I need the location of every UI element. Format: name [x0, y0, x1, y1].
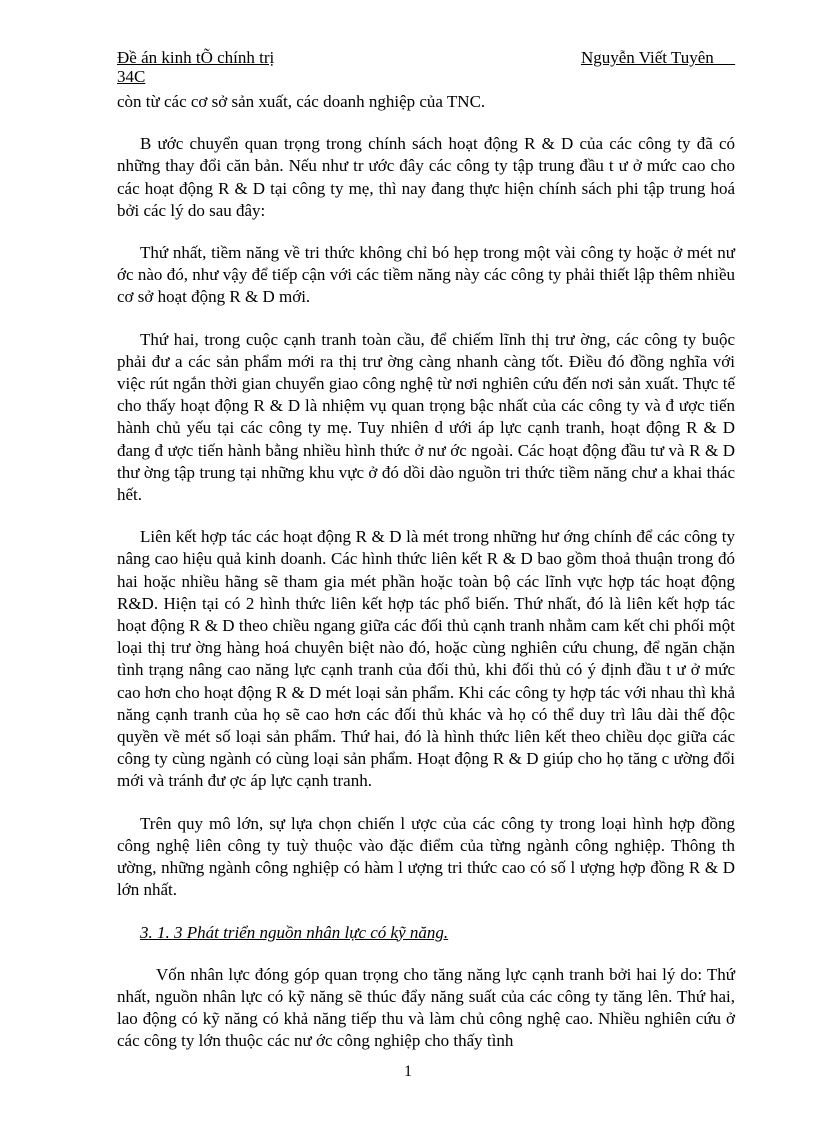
header-author: Nguyễn Viết Tuyên __ — [580, 48, 735, 67]
paragraph-second-reason: Thứ hai, trong cuộc cạnh tranh toàn cầu, để chiếm lĩnh thị trư ờng, các công ty buộc phải đư a các sản phẩm mới ra thị trư ờng càng nhanh càng tốt. Điều đó đồng nghĩa với việc rút ngắn thời gian chuyển giao công nghệ từ nơi nghiên cứu đến nơi sản xuất. Thực tế cho thấy hoạt động R & D là nhiệm vụ quan trọng bậc nhất của các công ty và đ ược tiến hành chủ yếu tại các công ty mẹ. Tuy nhiên d ưới áp lực cạnh tranh, hoạt động R & D đang đ ược tiến hành bằng nhiều hình thức ở nư ớc ngoài. Các hoạt động đầu tư và R & D thư ờng tập trung tại những khu vực ở đó dồi dào nguồn tri thức tiềm năng chư a khai thác hết. — [117, 329, 735, 505]
paragraph-rd-cooperation: Liên kết hợp tác các hoạt động R & D là mét trong những hư ớng chính để các công ty nâng cao hiệu quả kinh doanh. Các hình thức liên kết R & D bao gồm thoả thuận trong đó hai hoặc nhiều hãng sẽ tham gia mét phần hoặc toàn bộ các lĩnh vực hợp tác hoạt động R&D. Hiện tại có 2 hình thức liên kết hợp tác phổ biến. Thứ nhất, đó là liên kết hợp tác hoạt động R & D theo chiều ngang giữa các đối thủ cạnh tranh nhằm cam kết chi phối một loại thị trư ờng hàng hoá chuyên biệt nào đó, hoặc cùng nghiên cứu chung, để ngăn chặn tình trạng nâng cao năng lực cạnh tranh của đối thủ, khi đối thủ có ý định đầu t ư ở mức cao hơn cho hoạt động R & D mét loại sản phẩm. Khi các công ty hợp tác với nhau thì khả năng cạnh tranh của họ sẽ cao hơn các đối thủ khác và họ có thể duy trì lâu dài thế độc quyền về mét số loại sản phẩm. Thứ hai, đó là hình thức liên kết theo chiều dọc giữa các công ty cùng ngành có cùng loại sản phẩm. Hoạt động R & D giúp cho họ tăng c ường đổi mới và tránh đư ợc áp lực cạnh tranh. — [117, 527, 735, 791]
section-heading: 3. 1. 3 Phát triển nguồn nhân lực có kỹ năng. — [140, 922, 449, 942]
header-class-code: 34C — [117, 67, 146, 86]
header-row — [117, 48, 735, 67]
paragraph-first-reason: Thứ nhất, tiềm năng về tri thức không chỉ bó hẹp trong một vài công ty hoặc ở mét nư ớc nào đó, như vậy để tiếp cận với các tiềm năng này các công ty phải thiết lập thêm nhiều cơ sở hoạt động R & D mới. — [117, 243, 735, 307]
paragraph-strategy-choice: Trên quy mô lớn, sự lựa chọn chiến l ược của các công ty trong loại hình hợp đồng công nghệ liên công ty tuỳ thuộc vào đặc điểm của từng ngành công nghiệp. Thông th ường, những ngành công nghiệp có hàm l ượng tri thức cao có số l ượng hợp đồng R & D lớn nhất. — [117, 813, 735, 900]
document-body — [117, 91, 735, 1053]
header-title: Đề án kinh tÕ chính trị — [117, 48, 275, 67]
paragraph-human-capital: Vốn nhân lực đóng góp quan trọng cho tăng năng lực cạnh tranh bởi hai lý do: Thứ nhất, nguồn nhân lực có kỹ năng sẽ thúc đẩy năng suất của các công ty tăng lên. Thứ hai, lao động có kỹ năng có khả năng tiếp thu và làm chủ công nghệ cao. Nhiều nghiên cứu ở các công ty lớn thuộc các nư ớc công nghiệp cho thấy tình — [117, 964, 735, 1051]
page-header — [117, 48, 735, 86]
page-number: 1 — [404, 1063, 412, 1080]
paragraph-continued: còn từ các cơ sở sản xuất, các doanh nghiệp của TNC. — [117, 92, 486, 111]
paragraph-rd-policy-shift: B ước chuyển quan trọng trong chính sách hoạt động R & D của các công ty đã có những thay đổi căn bản. Nếu như tr ước đây các công ty tập trung đầu t ư ở mức cao cho các hoạt động R & D tại công ty mẹ, thì nay đang thực hiện chính sách phi tập trung hoá bởi các lý do sau đây: — [117, 134, 735, 220]
